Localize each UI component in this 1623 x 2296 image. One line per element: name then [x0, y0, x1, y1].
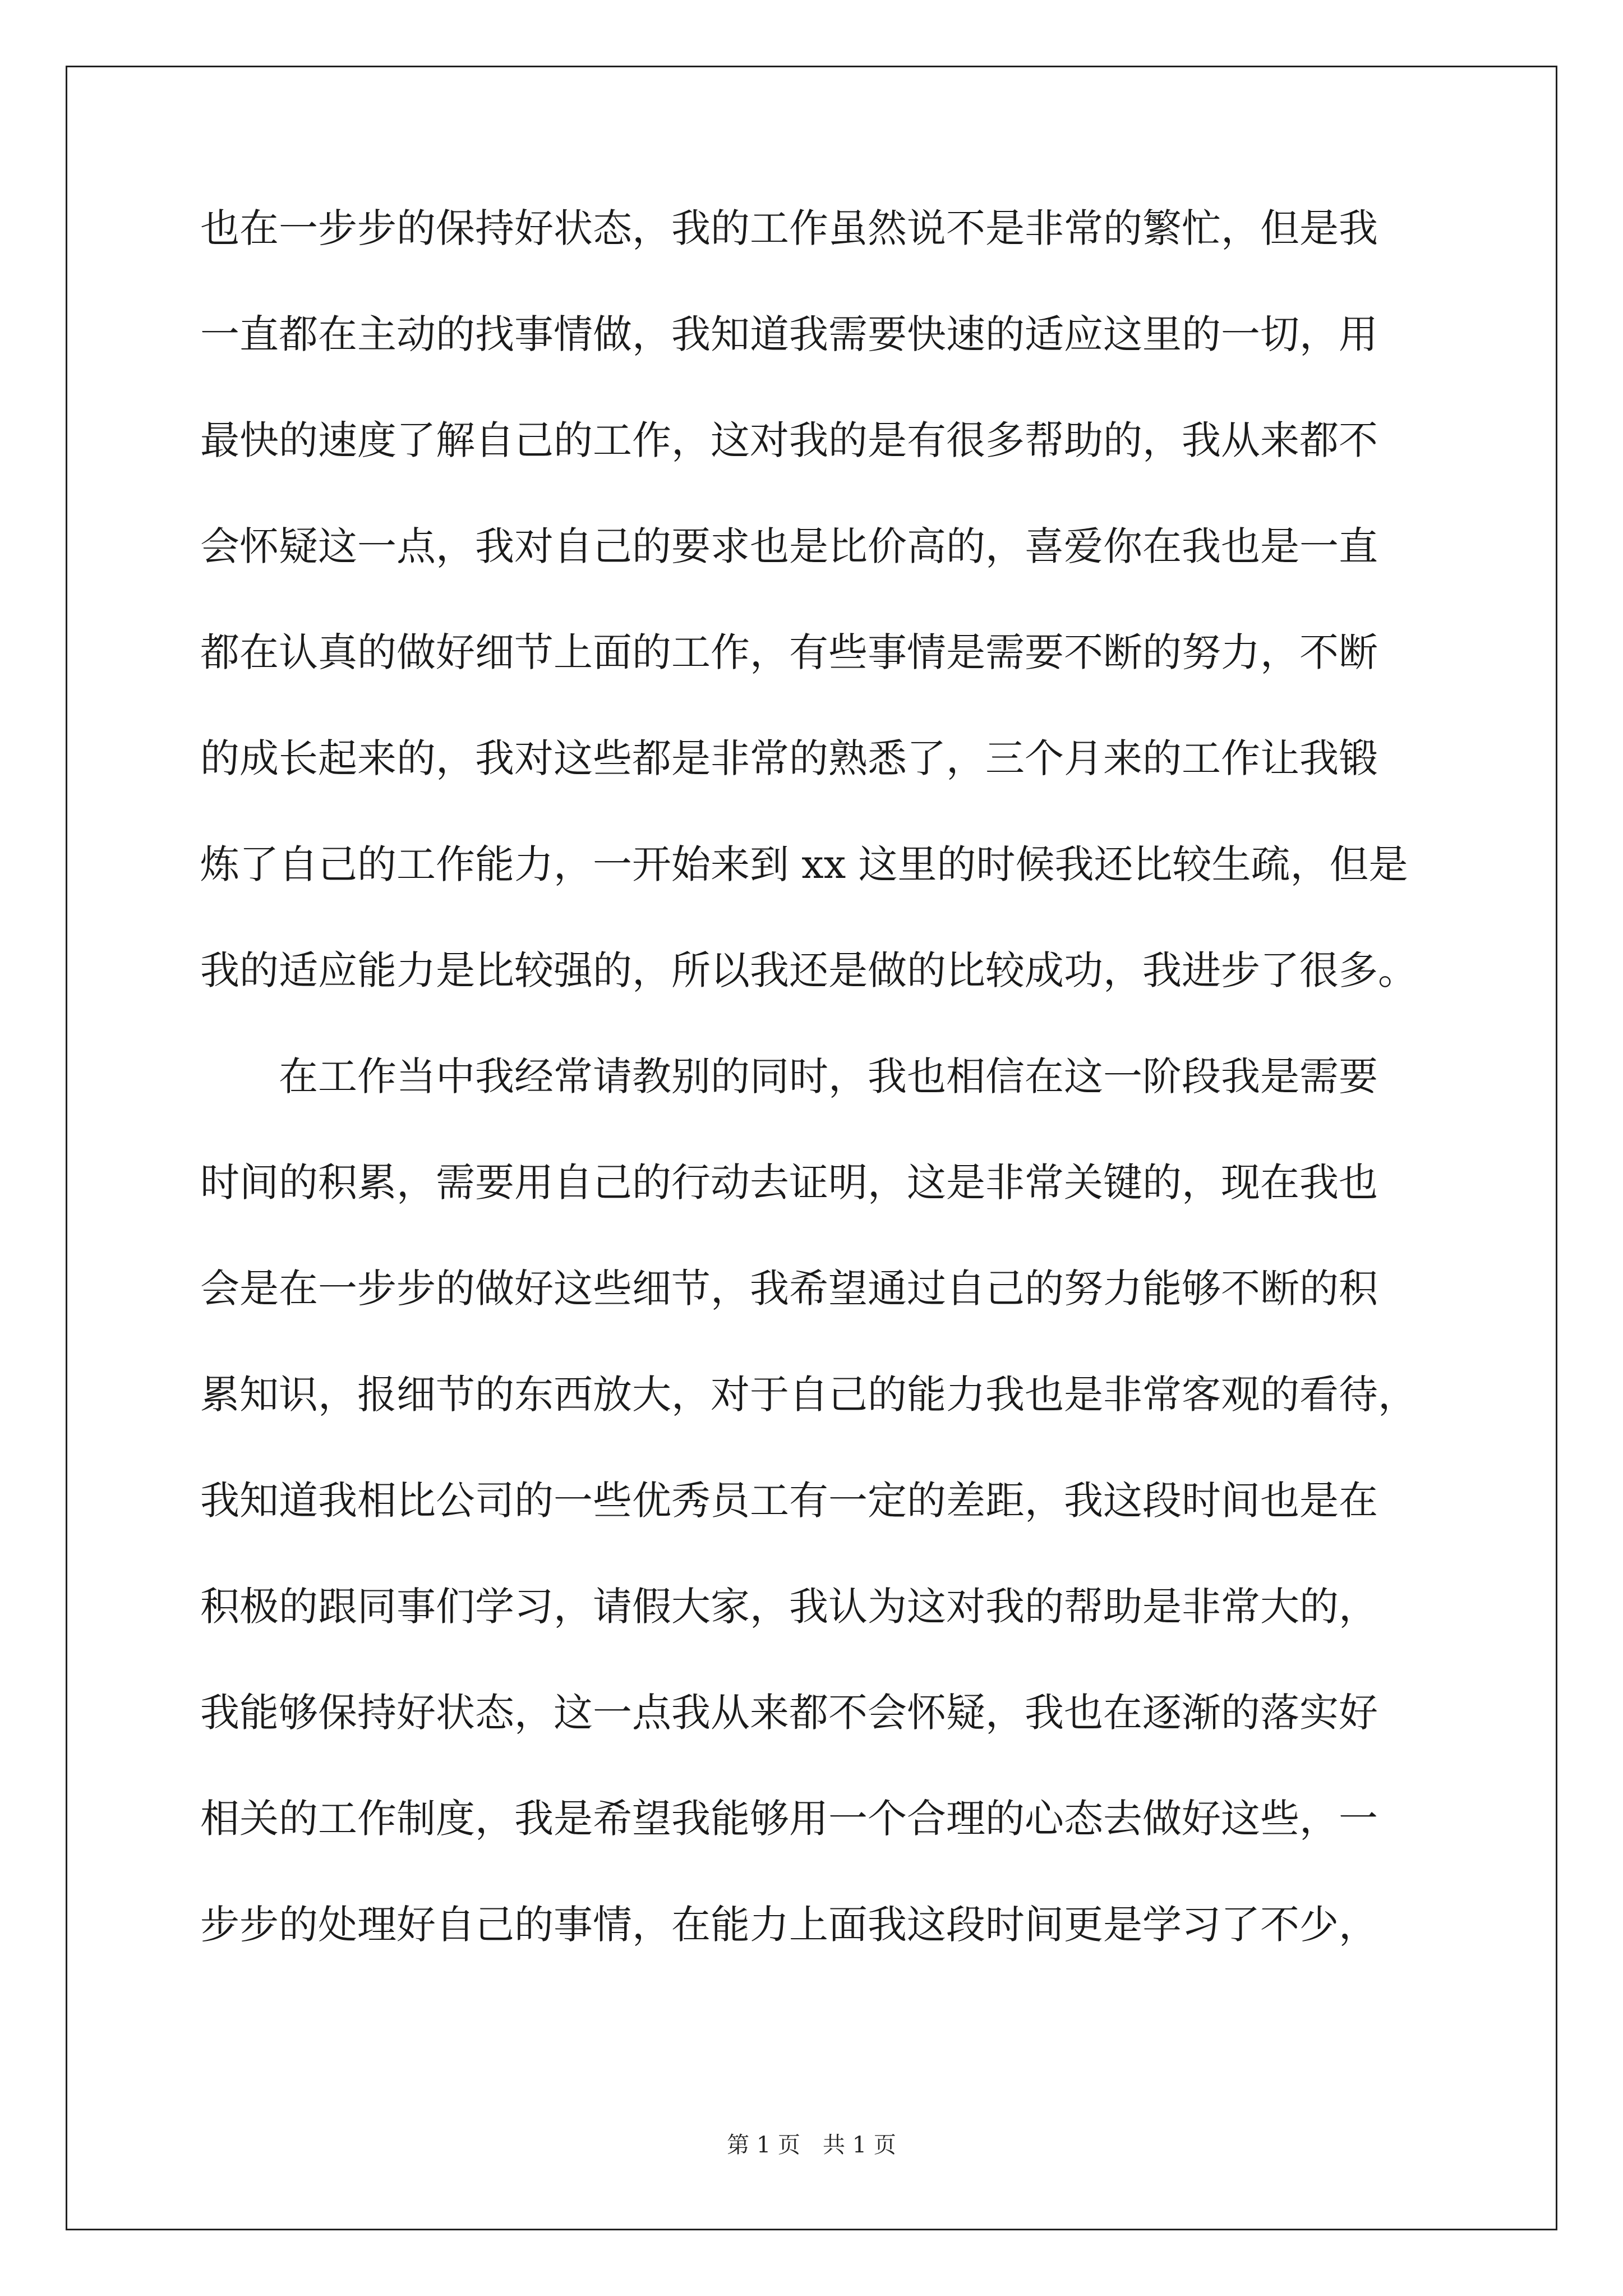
text-line: 积极的跟同事们学习，请假大家，我认为这对我的帮助是非常大的，	[200, 1584, 1378, 1630]
text-line: 我的适应能力是比较强的，所以我还是做的比较成功，我进步了很多。	[200, 947, 1417, 993]
text-line: 最快的速度了解自己的工作，这对我的是有很多帮助的，我从来都不	[200, 417, 1378, 463]
text-line: 我能够保持好状态，这一点我从来都不会怀疑，我也在逐渐的落实好	[200, 1690, 1378, 1736]
text-line: 会是在一步步的做好这些细节，我希望通过自己的努力能够不断的积	[200, 1266, 1378, 1312]
text-line: 我知道我相比公司的一些优秀员工有一定的差距，我这段时间也是在	[200, 1478, 1378, 1524]
text-line: 的成长起来的，我对这些都是非常的熟悉了，三个月来的工作让我锻	[200, 735, 1378, 781]
paragraph-start-line: 在工作当中我经常请教别的同时，我也相信在这一阶段我是需要	[279, 1053, 1378, 1099]
text-line: 会怀疑这一点，我对自己的要求也是比价高的，喜爱你在我也是一直	[200, 523, 1378, 569]
text-line: 一直都在主动的找事情做，我知道我需要快速的适应这里的一切，用	[200, 311, 1378, 357]
text-line: 也在一步步的保持好状态，我的工作虽然说不是非常的繁忙，但是我	[200, 205, 1378, 251]
text-line: 都在认真的做好细节上面的工作，有些事情是需要不断的努力，不断	[200, 629, 1378, 675]
text-line: 炼了自己的工作能力，一开始来到 xx 这里的时候我还比较生疏，但是	[200, 841, 1408, 887]
text-line: 时间的积累，需要用自己的行动去证明，这是非常关键的，现在我也	[200, 1159, 1378, 1205]
page-footer: 第 1 页 共 1 页	[727, 2132, 896, 2158]
document-body	[200, 205, 1434, 2011]
text-line: 累知识，报细节的东西放大，对于自己的能力我也是非常客观的看待，	[200, 1372, 1417, 1418]
text-line: 相关的工作制度，我是希望我能够用一个合理的心态去做好这些，一	[200, 1796, 1378, 1842]
text-line: 步步的处理好自己的事情，在能力上面我这段时间更是学习了不少，	[200, 1902, 1378, 1948]
